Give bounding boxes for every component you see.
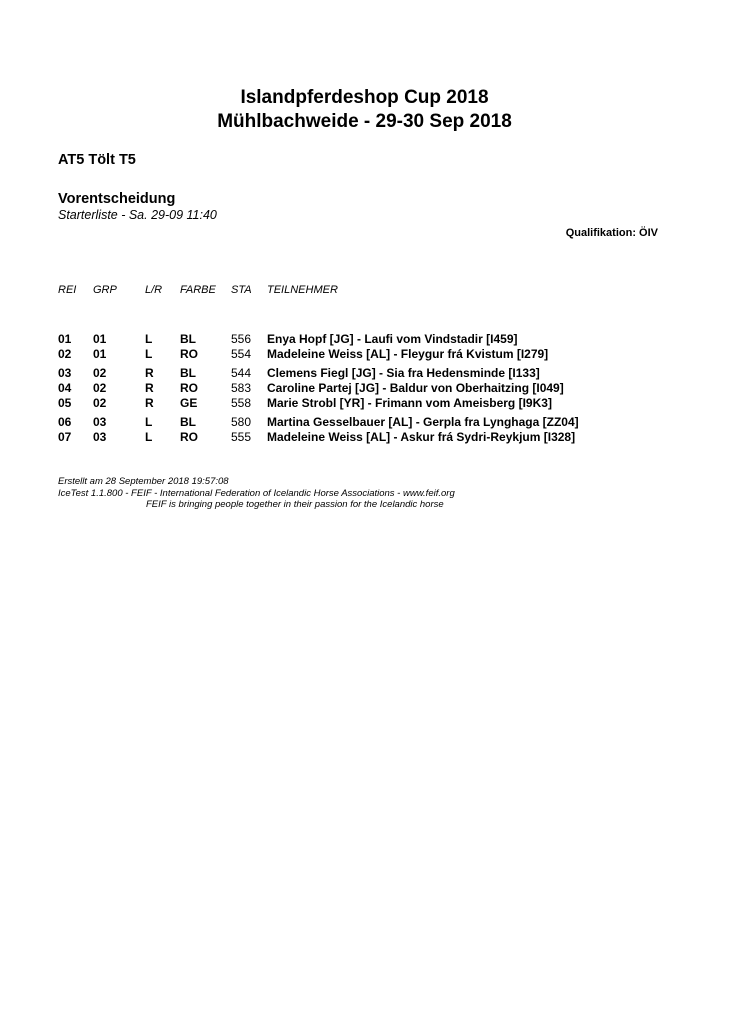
cell-teilnehmer: Enya Hopf [JG] - Laufi vom Vindstadir [I459]: [267, 332, 518, 346]
cell-farbe: BL: [180, 415, 196, 429]
cell-farbe: BL: [180, 366, 196, 380]
cell-farbe: GE: [180, 396, 198, 410]
cell-sta: 558: [231, 396, 252, 410]
header-lr: L/R: [145, 284, 163, 296]
table-row: [0, 366, 729, 381]
cell-rei: 05: [58, 396, 72, 410]
event-subtitle: Mühlbachweide - 29-30 Sep 2018: [217, 111, 512, 132]
table-row: [0, 430, 729, 445]
header-farbe: FARBE: [180, 284, 216, 296]
cell-teilnehmer: Clemens Fiegl [JG] - Sia fra Hedensminde [I133]: [267, 366, 540, 380]
cell-teilnehmer: Caroline Partej [JG] - Baldur von Oberhaitzing [I049]: [267, 381, 564, 395]
cell-sta: 583: [231, 381, 252, 395]
cell-lr: R: [145, 381, 154, 395]
cell-grp: 03: [93, 430, 107, 444]
cell-farbe: RO: [180, 430, 198, 444]
cell-lr: L: [145, 347, 153, 361]
cell-rei: 03: [58, 366, 72, 380]
cell-sta: 556: [231, 332, 252, 346]
title-block: [0, 86, 729, 134]
cell-sta: 544: [231, 366, 252, 380]
cell-grp: 02: [93, 366, 107, 380]
event-title: Islandpferdeshop Cup 2018: [240, 87, 489, 108]
header-grp: GRP: [93, 284, 117, 296]
table-row: [0, 332, 729, 347]
cell-rei: 01: [58, 332, 72, 346]
footer-created: Erstellt am 28 September 2018 19:57:08: [58, 476, 229, 487]
cell-teilnehmer: Madeleine Weiss [AL] - Askur frá Sydri-Reykjum [I328]: [267, 430, 576, 444]
cell-teilnehmer: Marie Strobl [YR] - Frimann vom Ameisberg [I9K3]: [267, 396, 552, 410]
cell-lr: L: [145, 332, 153, 346]
table-row: [0, 381, 729, 396]
table-row: [0, 415, 729, 430]
cell-sta: 580: [231, 415, 252, 429]
cell-rei: 06: [58, 415, 72, 429]
starter-table: [0, 332, 729, 445]
cell-lr: L: [145, 430, 153, 444]
column-headers: [0, 284, 729, 298]
phase-block: [58, 191, 217, 223]
cell-grp: 01: [93, 347, 107, 361]
footer-software: IceTest 1.1.800 - FEIF - International Federation of Icelandic Horse Associations - www.feif.org: [58, 487, 455, 499]
cell-farbe: BL: [180, 332, 196, 346]
cell-rei: 02: [58, 347, 72, 361]
phase-title: Vorentscheidung: [58, 191, 176, 207]
cell-grp: 01: [93, 332, 107, 346]
cell-sta: 555: [231, 430, 252, 444]
cell-lr: L: [145, 415, 153, 429]
footer: [58, 476, 455, 511]
class-name: AT5 Tölt T5: [58, 152, 136, 168]
cell-farbe: RO: [180, 347, 198, 361]
cell-grp: 03: [93, 415, 107, 429]
cell-lr: R: [145, 396, 154, 410]
cell-farbe: RO: [180, 381, 198, 395]
cell-sta: 554: [231, 347, 252, 361]
header-rei: REI: [58, 284, 77, 296]
header-sta: STA: [231, 284, 252, 296]
startlist-label: Starterliste - Sa. 29-09 11:40: [58, 208, 217, 222]
cell-teilnehmer: Madeleine Weiss [AL] - Fleygur frá Kvistum [I279]: [267, 347, 549, 361]
cell-rei: 07: [58, 430, 72, 444]
header-teilnehmer: TEILNEHMER: [267, 284, 338, 296]
qualification-label: Qualifikation: ÖIV: [565, 227, 658, 239]
cell-lr: R: [145, 366, 154, 380]
cell-grp: 02: [93, 396, 107, 410]
table-row: [0, 347, 729, 362]
cell-rei: 04: [58, 381, 72, 395]
table-row: [0, 396, 729, 411]
footer-motto: FEIF is bringing people together in their passion for the Icelandic horse: [146, 499, 444, 510]
cell-grp: 02: [93, 381, 107, 395]
cell-teilnehmer: Martina Gesselbauer [AL] - Gerpla fra Lynghaga [ZZ04]: [267, 415, 579, 429]
